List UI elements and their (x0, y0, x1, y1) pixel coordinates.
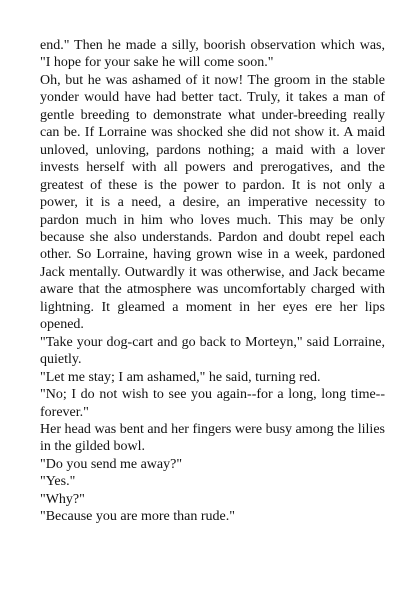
paragraph: end." Then he made a silly, boorish observation which was, "I hope for your sake he will come soon." (40, 38, 385, 71)
paragraph: "Yes." (40, 474, 76, 490)
body-text (40, 37, 385, 526)
paragraph: Oh, but he was ashamed of it now! The groom in the stable yonder would have had better tact. Truly, it takes a man of gentle breeding to demonstrate what under-breeding really can be. If Lorraine was shocked she did not show it. A maid unloved, unloving, pardons nothing; a maid with a lover invests herself with all powers and prerogatives, and the greatest of these is the power to pardon. It is not only a power, it is a need, a desire, an imperative necessity to pardon much in him who loves much. This may be only because she also understands. Pardon and doubt repel each other. So Lorraine, having grown wise in a week, pardoned Jack mentally. Outwardly it was otherwise, and Jack became aware that the atmosphere was uncomfortably charged with lightning. It gleamed a moment in her eyes ere her lips opened. (40, 72, 385, 333)
paragraph: "Why?" (40, 491, 85, 507)
paragraph: Her head was bent and her fingers were busy among the lilies in the gilded bowl. (40, 421, 385, 455)
paragraph: "No; I do not wish to see you again--for a long, long time--forever." (40, 387, 385, 420)
paragraph: "Let me stay; I am ashamed," he said, turning red. (40, 369, 321, 385)
paragraph: "Because you are more than rude." (40, 509, 235, 525)
paragraph: "Do you send me away?" (40, 456, 183, 472)
paragraph: "Take your dog-cart and go back to Morteyn," said Lorraine, quietly. (40, 334, 385, 368)
